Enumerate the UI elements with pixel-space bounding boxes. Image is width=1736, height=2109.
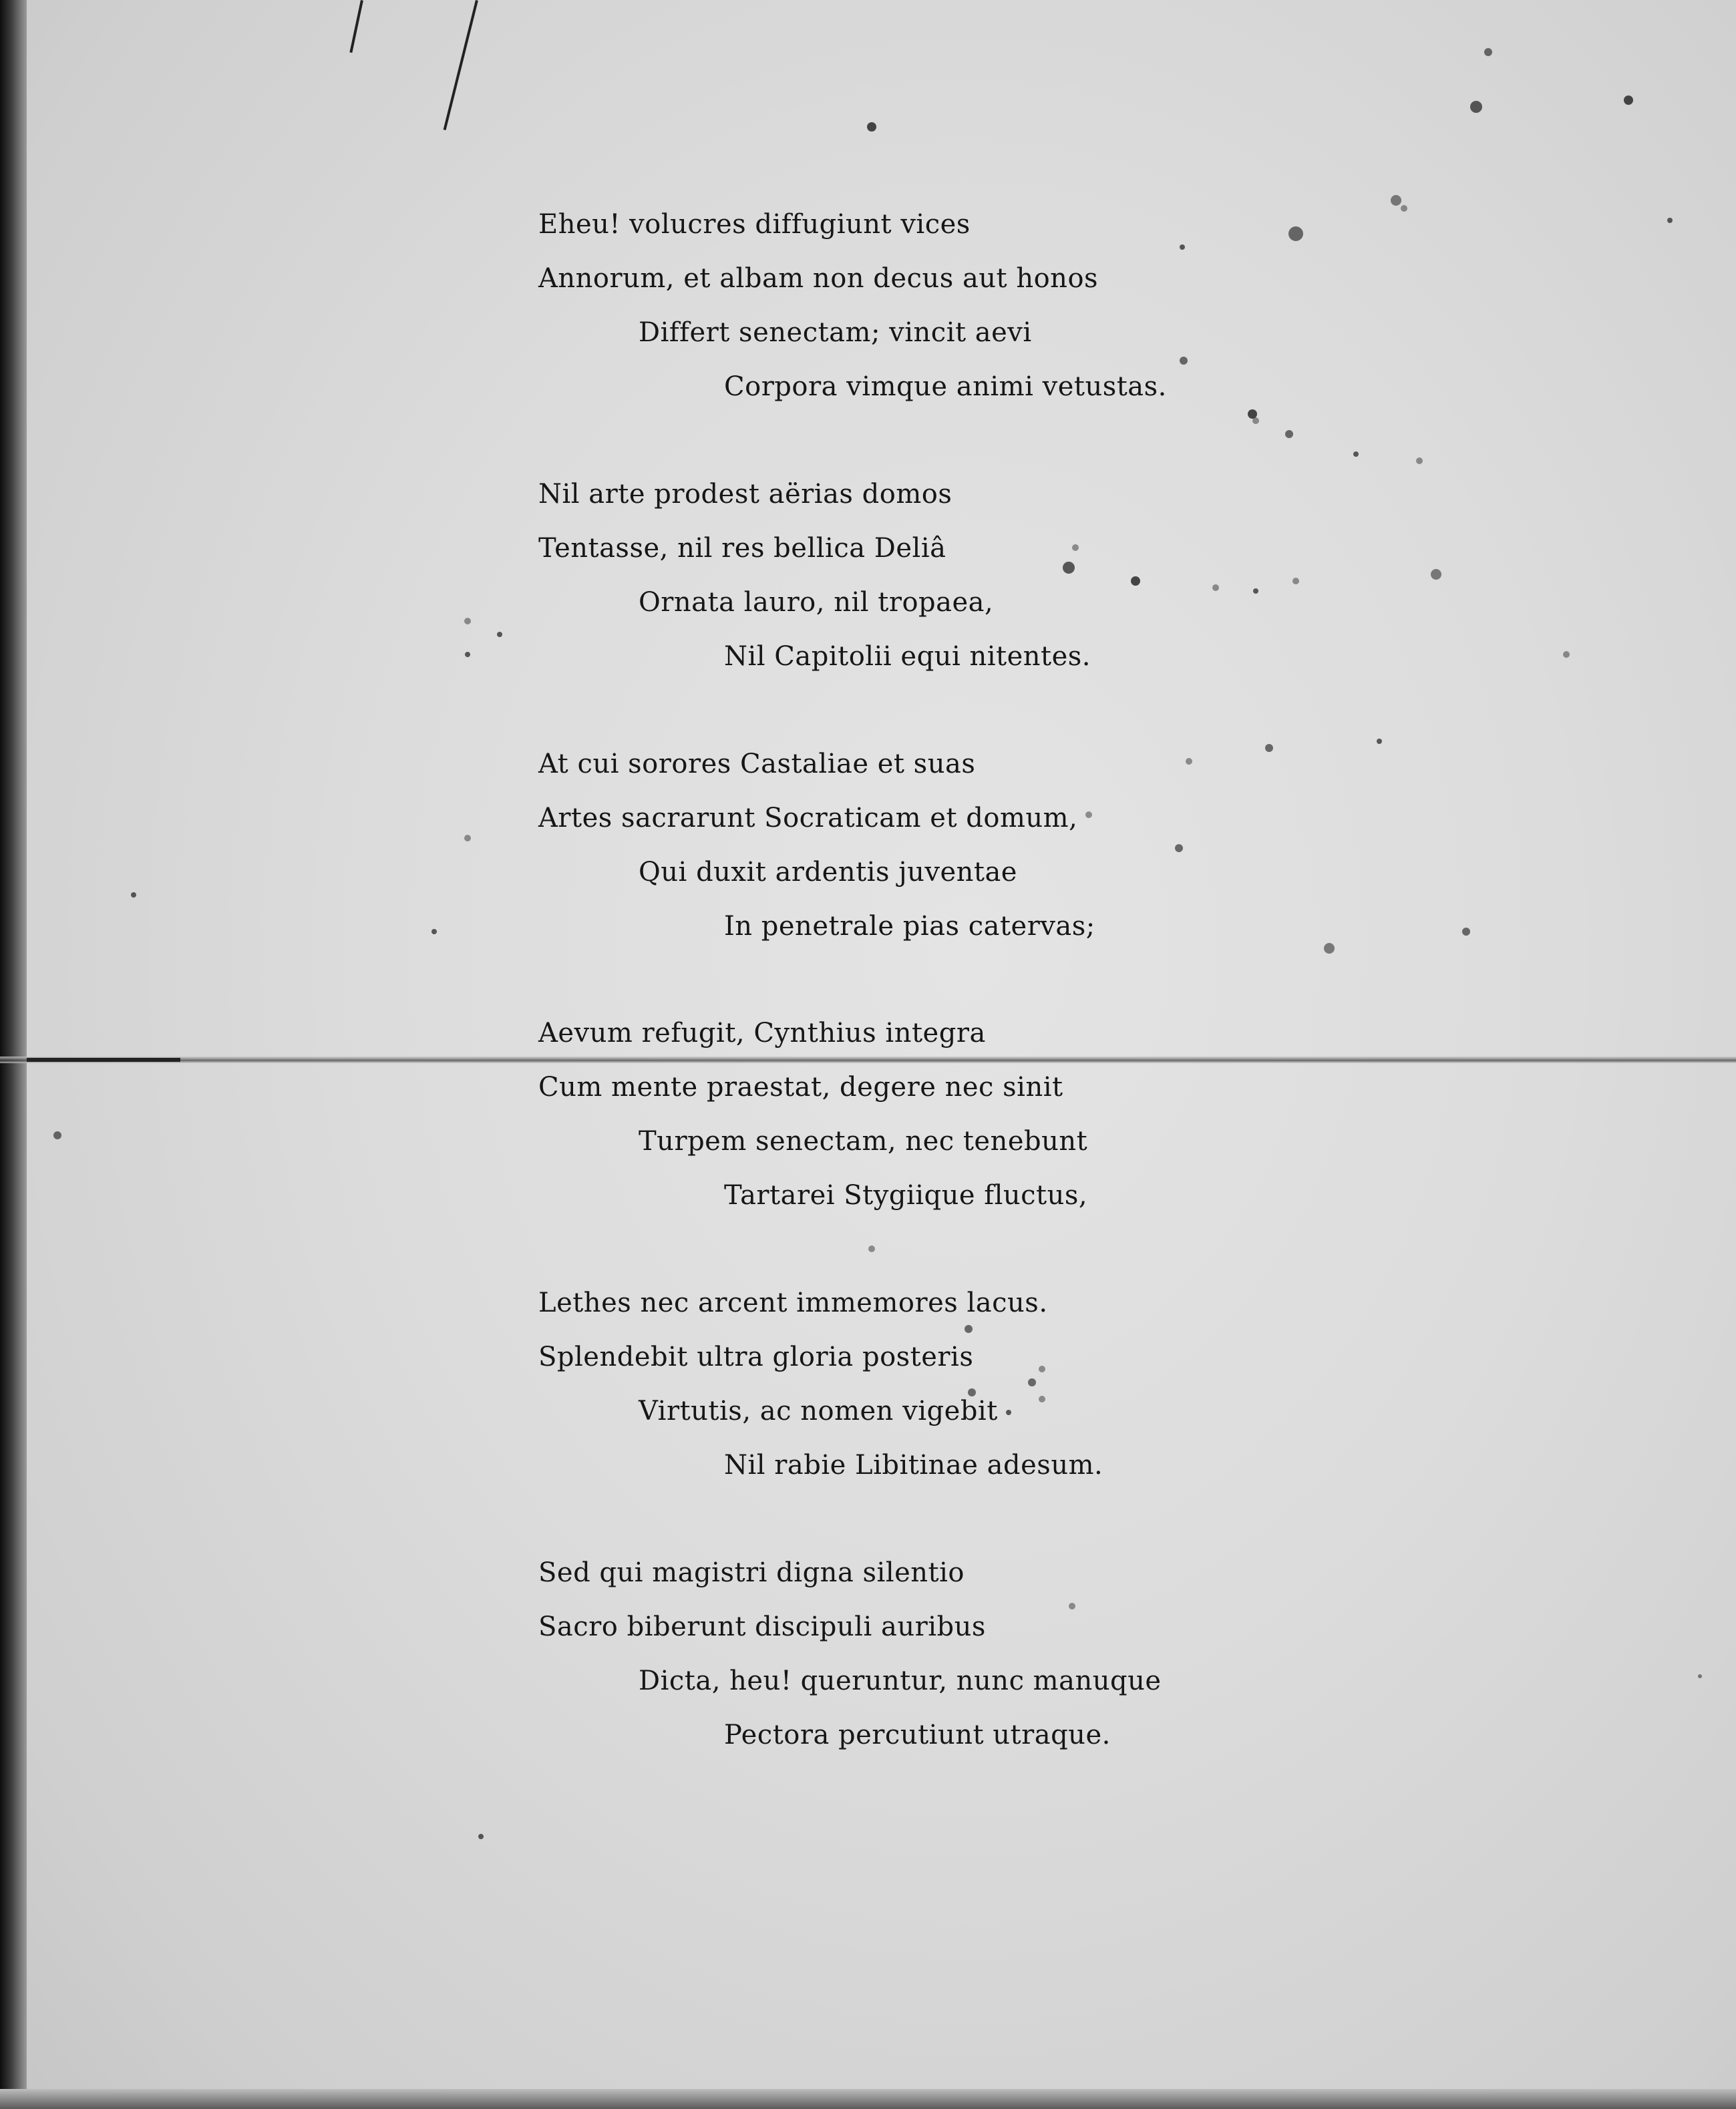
verse-line: Lethes nec arcent immemores lacus. [538,1288,1048,1318]
verse-line: Nil Capitolii equi nitentes. [724,641,1091,672]
verse-line: Annorum, et albam non decus aut honos [538,263,1099,294]
verse-line: Splendebit ultra gloria posteris [538,1342,974,1372]
verse-line: Sed qui magistri digna silentio [538,1557,965,1588]
verse-line: Aevum refugit, Cynthius integra [538,1018,986,1048]
verse-line: Differt senectam; vincit aevi [639,317,1032,348]
verse-line: Artes sacrarunt Socraticam et domum, [538,803,1078,833]
verse-line: At cui sorores Castaliae et suas [538,749,976,779]
verse-line: Tentasse, nil res bellica Deliâ [538,533,946,564]
verse-line: Eheu! volucres diffugiunt vices [538,209,971,240]
verse-line: Sacro biberunt discipuli auribus [538,1611,986,1642]
verse-line: Nil arte prodest aërias domos [538,479,952,510]
verse-line: Dicta, heu! queruntur, nunc manuque [639,1666,1162,1696]
verse-line: In penetrale pias catervas; [724,911,1095,942]
verse-line: Ornata lauro, nil tropaea, [639,587,994,618]
verse-line: Nil rabie Libitinae adesum. [724,1450,1103,1481]
verse-line: Pectora percutiunt utraque. [724,1720,1111,1750]
verse-line: Virtutis, ac nomen vigebit [639,1396,998,1426]
verse-line: Tartarei Stygiique fluctus, [724,1180,1088,1211]
verse-line: Corpora vimque animi vetustas. [724,371,1167,402]
verse-line: Qui duxit ardentis juventae [639,857,1017,888]
verse-line: Cum mente praestat, degere nec sinit [538,1072,1063,1103]
verse-line: Turpem senectam, nec tenebunt [639,1126,1088,1157]
